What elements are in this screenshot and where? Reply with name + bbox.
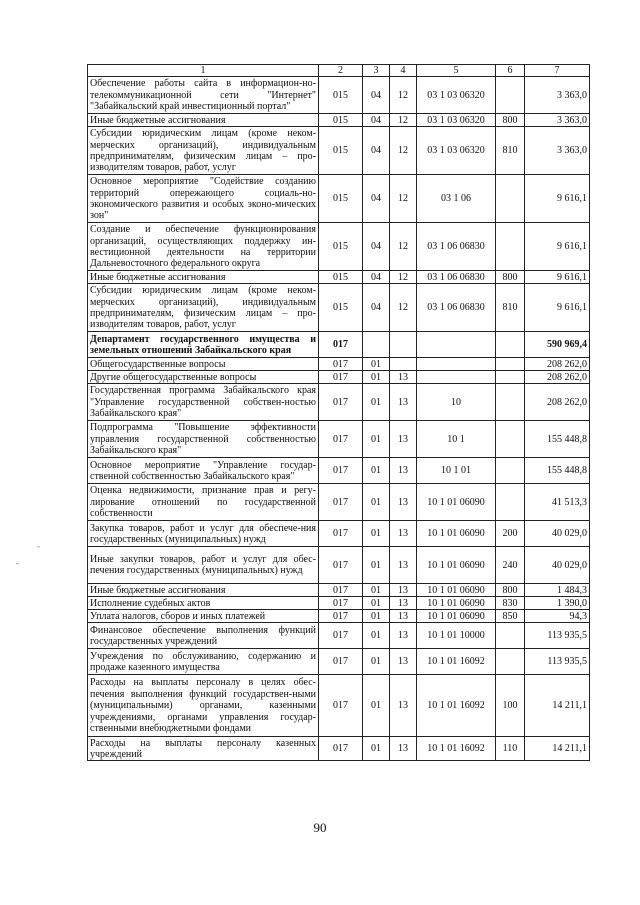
row-subsection-code <box>390 332 417 358</box>
row-target-article: 10 1 01 06090 <box>417 484 496 521</box>
header-cell-2: 2 <box>319 65 363 77</box>
row-ministry-code: 015 <box>319 127 363 175</box>
row-target-article: 03 1 06 06830 <box>417 271 496 284</box>
row-ministry-code: 017 <box>319 649 363 675</box>
row-section-code: 01 <box>363 584 390 597</box>
header-cell-5: 5 <box>417 65 496 77</box>
row-amount: 208 262,0 <box>525 358 590 371</box>
row-section-code: 04 <box>363 271 390 284</box>
row-ministry-code: 015 <box>319 77 363 114</box>
row-name: Иные закупки товаров, работ и услуг для обес-печения государственных (муниципальных) нужд <box>88 547 319 584</box>
row-amount: 3 363,0 <box>525 77 590 114</box>
header-cell-4: 4 <box>390 65 417 77</box>
row-section-code: 04 <box>363 127 390 175</box>
table-row <box>88 584 590 597</box>
row-target-article: 10 1 01 16092 <box>417 649 496 675</box>
row-name: Иные бюджетные ассигнования <box>88 114 319 127</box>
row-subsection-code: 12 <box>390 175 417 223</box>
row-name: Исполнение судебных актов <box>88 597 319 610</box>
table-row <box>88 175 590 223</box>
row-name: Субсидии юридическим лицам (кроме неком-мерческих организаций), индивидуальным предпринимателям, физическим лицам – про-изводителям товаров, работ, услуг <box>88 284 319 332</box>
row-amount: 208 262,0 <box>525 384 590 421</box>
table-row <box>88 332 590 358</box>
budget-table <box>87 64 590 761</box>
row-ministry-code: 015 <box>319 284 363 332</box>
row-amount: 3 363,0 <box>525 114 590 127</box>
margin-mark: - <box>16 558 19 568</box>
row-expense-type <box>496 384 525 421</box>
row-expense-type <box>496 623 525 649</box>
row-expense-type <box>496 649 525 675</box>
row-subsection-code: 12 <box>390 223 417 271</box>
row-ministry-code: 017 <box>319 584 363 597</box>
row-amount: 590 969,4 <box>525 332 590 358</box>
row-section-code: 01 <box>363 371 390 384</box>
row-name: Основное мероприятие "Управление государ-ственной собственностью Забайкальского края" <box>88 458 319 484</box>
row-amount: 208 262,0 <box>525 371 590 384</box>
row-ministry-code: 015 <box>319 175 363 223</box>
row-target-article: 10 1 01 06090 <box>417 521 496 547</box>
row-amount: 14 211,1 <box>525 737 590 761</box>
table-row <box>88 127 590 175</box>
row-expense-type <box>496 484 525 521</box>
table-row <box>88 675 590 737</box>
row-expense-type: 810 <box>496 284 525 332</box>
row-subsection-code <box>390 358 417 371</box>
table-row <box>88 284 590 332</box>
row-ministry-code: 015 <box>319 114 363 127</box>
row-name: Иные бюджетные ассигнования <box>88 271 319 284</box>
row-amount: 155 448,8 <box>525 458 590 484</box>
row-subsection-code: 12 <box>390 271 417 284</box>
row-section-code: 01 <box>363 675 390 737</box>
table-header-row <box>88 65 590 77</box>
row-section-code: 04 <box>363 284 390 332</box>
row-section-code: 04 <box>363 223 390 271</box>
row-expense-type: 240 <box>496 547 525 584</box>
table-row <box>88 484 590 521</box>
row-target-article: 03 1 03 06320 <box>417 114 496 127</box>
table-row <box>88 358 590 371</box>
row-ministry-code: 017 <box>319 597 363 610</box>
row-amount: 94,3 <box>525 610 590 623</box>
row-target-article: 03 1 06 06830 <box>417 284 496 332</box>
table-row <box>88 77 590 114</box>
row-expense-type: 850 <box>496 610 525 623</box>
row-amount: 9 616,1 <box>525 223 590 271</box>
header-cell-7: 7 <box>525 65 590 77</box>
row-subsection-code: 13 <box>390 421 417 458</box>
row-ministry-code: 017 <box>319 458 363 484</box>
row-subsection-code: 13 <box>390 484 417 521</box>
row-target-article: 10 1 01 06090 <box>417 584 496 597</box>
table-row <box>88 737 590 761</box>
row-name: Подпрограмма "Повышение эффективности управления государственной собственностью Забайкальского края" <box>88 421 319 458</box>
row-expense-type <box>496 77 525 114</box>
row-ministry-code: 017 <box>319 384 363 421</box>
row-subsection-code: 13 <box>390 649 417 675</box>
table-body <box>88 65 590 761</box>
header-cell-3: 3 <box>363 65 390 77</box>
row-section-code: 01 <box>363 521 390 547</box>
row-subsection-code: 13 <box>390 547 417 584</box>
row-expense-type: 800 <box>496 584 525 597</box>
row-name: Общегосударственные вопросы <box>88 358 319 371</box>
row-name: Учреждения по обслуживанию, содержанию и продаже казенного имущества <box>88 649 319 675</box>
row-ministry-code: 017 <box>319 610 363 623</box>
row-target-article: 10 1 01 06090 <box>417 597 496 610</box>
table-row <box>88 223 590 271</box>
table-row <box>88 547 590 584</box>
table-row <box>88 521 590 547</box>
row-target-article: 10 1 01 16092 <box>417 675 496 737</box>
row-name: Уплата налогов, сборов и иных платежей <box>88 610 319 623</box>
row-target-article: 10 1 <box>417 421 496 458</box>
row-target-article <box>417 332 496 358</box>
row-subsection-code: 13 <box>390 597 417 610</box>
row-expense-type <box>496 458 525 484</box>
row-target-article <box>417 371 496 384</box>
table-row <box>88 610 590 623</box>
row-section-code: 01 <box>363 623 390 649</box>
table-row <box>88 114 590 127</box>
row-amount: 3 363,0 <box>525 127 590 175</box>
row-name: Расходы на выплаты персоналу казенных учреждений <box>88 737 319 761</box>
row-amount: 1 484,3 <box>525 584 590 597</box>
row-expense-type: 200 <box>496 521 525 547</box>
row-target-article: 03 1 03 06320 <box>417 127 496 175</box>
row-subsection-code: 13 <box>390 521 417 547</box>
row-amount: 14 211,1 <box>525 675 590 737</box>
row-expense-type: 810 <box>496 127 525 175</box>
row-name: Закупка товаров, работ и услуг для обеспече-ния государственных (муниципальных) нужд <box>88 521 319 547</box>
table-row <box>88 271 590 284</box>
table-row <box>88 649 590 675</box>
row-subsection-code: 12 <box>390 114 417 127</box>
row-subsection-code: 13 <box>390 384 417 421</box>
row-ministry-code: 017 <box>319 675 363 737</box>
row-amount: 40 029,0 <box>525 521 590 547</box>
row-section-code: 01 <box>363 610 390 623</box>
row-subsection-code: 13 <box>390 675 417 737</box>
row-target-article: 10 1 01 10000 <box>417 623 496 649</box>
row-section-code: 01 <box>363 484 390 521</box>
header-cell-1: 1 <box>88 65 319 77</box>
row-amount: 155 448,8 <box>525 421 590 458</box>
row-ministry-code: 017 <box>319 421 363 458</box>
row-expense-type: 110 <box>496 737 525 761</box>
table-row <box>88 623 590 649</box>
margin-mark: - <box>37 541 40 551</box>
row-amount: 9 616,1 <box>525 175 590 223</box>
row-subsection-code: 12 <box>390 284 417 332</box>
row-ministry-code: 017 <box>319 623 363 649</box>
table-row <box>88 384 590 421</box>
row-ministry-code: 017 <box>319 332 363 358</box>
table-row <box>88 421 590 458</box>
row-expense-type <box>496 358 525 371</box>
row-amount: 113 935,5 <box>525 623 590 649</box>
row-subsection-code: 13 <box>390 623 417 649</box>
row-section-code: 01 <box>363 547 390 584</box>
row-subsection-code: 12 <box>390 127 417 175</box>
row-name: Финансовое обеспечение выполнения функций государственных учреждений <box>88 623 319 649</box>
row-ministry-code: 017 <box>319 547 363 584</box>
row-ministry-code: 017 <box>319 737 363 761</box>
row-name: Иные бюджетные ассигнования <box>88 584 319 597</box>
row-amount: 1 390,0 <box>525 597 590 610</box>
row-ministry-code: 017 <box>319 371 363 384</box>
row-expense-type: 800 <box>496 271 525 284</box>
row-name: Обеспечение работы сайта в информацион-но-телекоммуникационной сети "Интернет" "Забайкальский край инвестиционный портал" <box>88 77 319 114</box>
row-amount: 41 513,3 <box>525 484 590 521</box>
row-amount: 9 616,1 <box>525 271 590 284</box>
row-ministry-code: 017 <box>319 358 363 371</box>
row-name: Создание и обеспечение функционирования организаций, осуществляющих поддержку ин-вестиционной деятельности на территории Дальневосточного федерального округа <box>88 223 319 271</box>
row-expense-type <box>496 332 525 358</box>
row-section-code: 01 <box>363 358 390 371</box>
row-ministry-code: 017 <box>319 484 363 521</box>
row-subsection-code: 13 <box>390 610 417 623</box>
row-name: Расходы на выплаты персоналу в целях обес-печения выполнения функций государствен-ными (муниципальными) органами, казенными учреждениями, органами управления государ-ственными внебюджетными фондами <box>88 675 319 737</box>
row-target-article: 03 1 03 06320 <box>417 77 496 114</box>
row-section-code: 04 <box>363 77 390 114</box>
table-row <box>88 597 590 610</box>
row-expense-type <box>496 371 525 384</box>
row-subsection-code: 13 <box>390 371 417 384</box>
row-section-code: 01 <box>363 737 390 761</box>
row-section-code: 01 <box>363 458 390 484</box>
row-expense-type: 830 <box>496 597 525 610</box>
row-amount: 9 616,1 <box>525 284 590 332</box>
row-expense-type <box>496 421 525 458</box>
row-section-code: 04 <box>363 175 390 223</box>
table-row <box>88 371 590 384</box>
row-target-article: 03 1 06 06830 <box>417 223 496 271</box>
row-expense-type: 800 <box>496 114 525 127</box>
row-subsection-code: 13 <box>390 584 417 597</box>
row-section-code: 04 <box>363 114 390 127</box>
row-target-article: 10 1 01 06090 <box>417 610 496 623</box>
row-target-article: 10 <box>417 384 496 421</box>
row-name: Оценка недвижимости, признание прав и регу-лирование отношений по государственной собственности <box>88 484 319 521</box>
row-name: Другие общегосударственные вопросы <box>88 371 319 384</box>
row-ministry-code: 015 <box>319 271 363 284</box>
row-section-code <box>363 332 390 358</box>
header-cell-6: 6 <box>496 65 525 77</box>
row-amount: 113 935,5 <box>525 649 590 675</box>
row-ministry-code: 017 <box>319 521 363 547</box>
row-name: Основное мероприятие "Содействие созданию территорий опережающего социаль-но-экономического развития и особых эконо-мических зон" <box>88 175 319 223</box>
page-number: 90 <box>313 820 327 835</box>
row-expense-type <box>496 223 525 271</box>
row-target-article: 10 1 01 <box>417 458 496 484</box>
row-target-article: 03 1 06 <box>417 175 496 223</box>
row-section-code: 01 <box>363 421 390 458</box>
row-section-code: 01 <box>363 597 390 610</box>
row-amount: 40 029,0 <box>525 547 590 584</box>
row-target-article: 10 1 01 06090 <box>417 547 496 584</box>
row-expense-type: 100 <box>496 675 525 737</box>
row-ministry-code: 015 <box>319 223 363 271</box>
row-name: Субсидии юридическим лицам (кроме неком-мерческих организаций), индивидуальным предпринимателям, физическим лицам – про-изводителям товаров, работ, услуг <box>88 127 319 175</box>
row-section-code: 01 <box>363 384 390 421</box>
row-name: Государственная программа Забайкальского края "Управление государственной собствен-ностью Забайкальского края" <box>88 384 319 421</box>
row-target-article: 10 1 01 16092 <box>417 737 496 761</box>
row-subsection-code: 13 <box>390 737 417 761</box>
row-section-code: 01 <box>363 649 390 675</box>
row-subsection-code: 13 <box>390 458 417 484</box>
table-row <box>88 458 590 484</box>
row-name: Департамент государственного имущества и земельных отношений Забайкальского края <box>88 332 319 358</box>
row-target-article <box>417 358 496 371</box>
row-subsection-code: 12 <box>390 77 417 114</box>
row-expense-type <box>496 175 525 223</box>
